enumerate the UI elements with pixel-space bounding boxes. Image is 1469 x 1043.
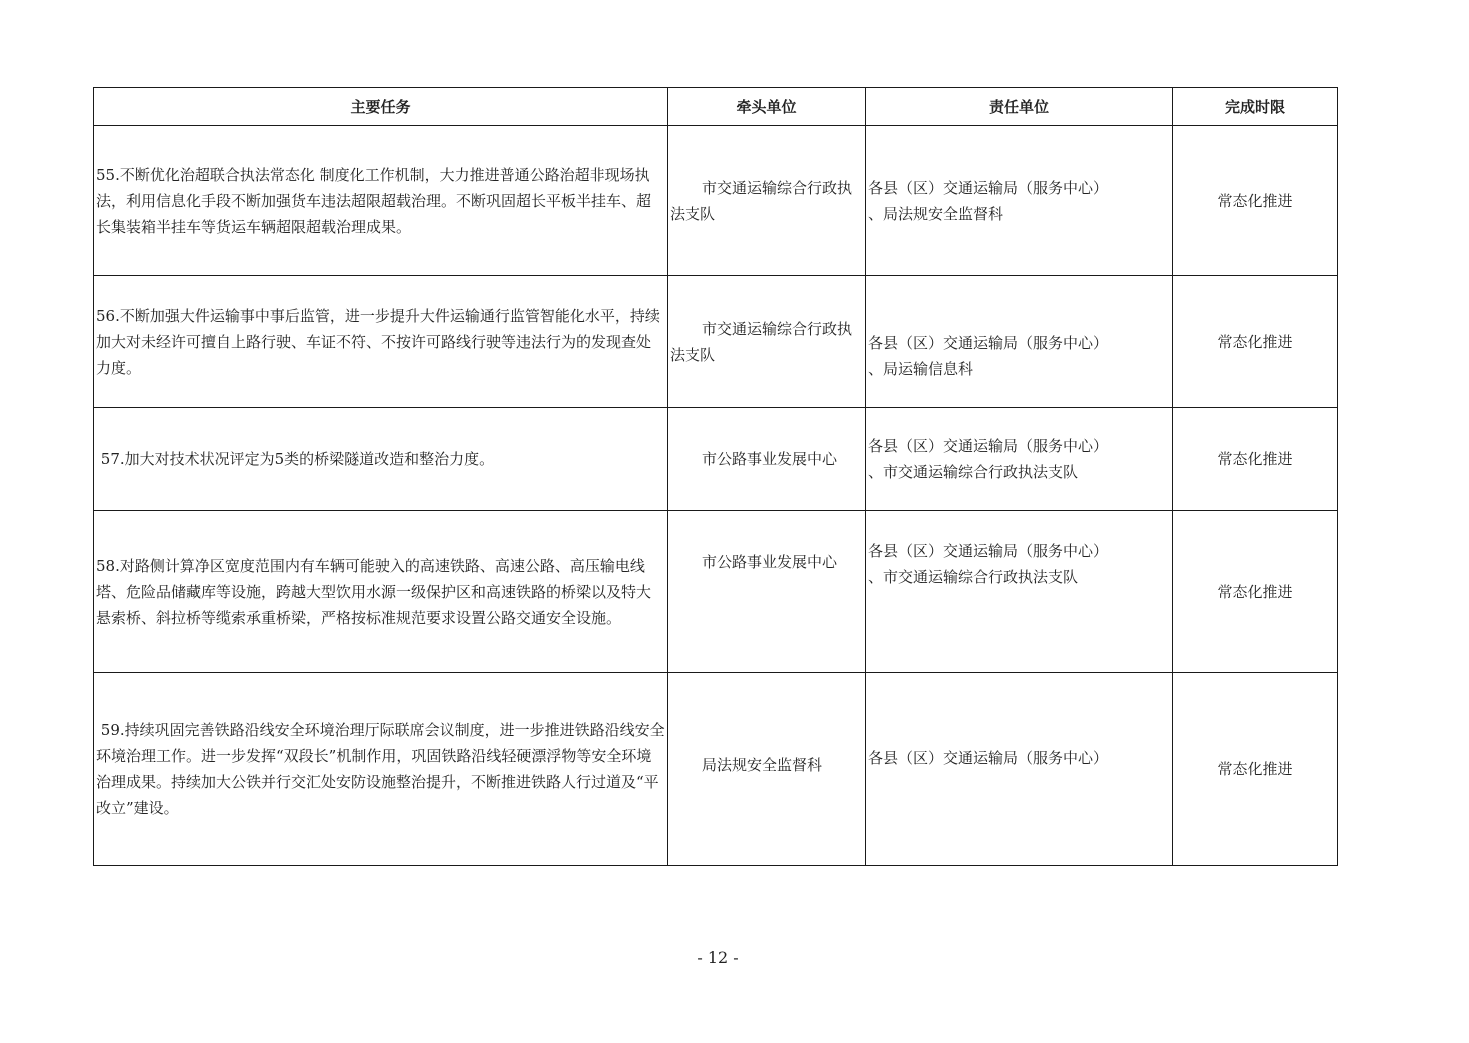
header-task: 主要任务: [94, 88, 668, 126]
deadline-cell: [1173, 276, 1338, 408]
lead-unit-text: 市交通运输综合行政执法支队: [670, 178, 853, 223]
task-text: 59.持续巩固完善铁路沿线安全环境治理厅际联席会议制度，进一步推进铁路沿线安全环境治理工作。进一步发挥“双段长”机制作用，巩固铁路沿线轻硬漂浮物等安全环境治理成果。持续加大公铁并行交汇处安防设施整治提升，不断推进铁路人行过道及“平改立”建设。: [96, 721, 665, 817]
table-row: [94, 408, 1338, 511]
responsible-unit-cell: [866, 276, 1173, 408]
responsible-unit-text: 各县（区）交通运输局（服务中心） 、市交通运输综合行政执法支队: [868, 542, 1109, 586]
header-deadline: 完成时限: [1173, 88, 1338, 126]
lead-unit-text: 市公路事业发展中心: [702, 553, 838, 571]
responsible-unit-cell: [866, 126, 1173, 276]
responsible-unit-text: 各县（区）交通运输局（服务中心） 、局法规安全监督科: [868, 178, 1109, 223]
task-text: 58.对路侧计算净区宽度范围内有车辆可能驶入的高速铁路、高速公路、高压输电线塔、危险品储藏库等设施，跨越大型饮用水源一级保护区和高速铁路的桥梁以及特大悬索桥、斜拉桥等缆索承重桥梁，严格按标准规范要求设置公路交通安全设施。: [96, 556, 652, 627]
deadline-text: 常态化推进: [1217, 450, 1293, 468]
lead-unit-cell: [668, 408, 866, 511]
header-responsible-unit: 责任单位: [866, 88, 1173, 126]
deadline-cell: [1173, 126, 1338, 276]
lead-unit-cell: [668, 511, 866, 673]
lead-unit-cell: [668, 276, 866, 408]
deadline-text: 常态化推进: [1217, 333, 1293, 351]
task-cell: [94, 126, 668, 276]
lead-unit-text: 局法规安全监督科: [702, 756, 823, 774]
header-row: [94, 88, 1338, 126]
table-row: [94, 673, 1338, 866]
lead-unit-cell: [668, 673, 866, 866]
responsible-unit-text: 各县（区）交通运输局（服务中心） 、市交通运输综合行政执法支队: [868, 437, 1109, 481]
task-table: [93, 87, 1338, 866]
lead-unit-text: 市交通运输综合行政执法支队: [670, 319, 853, 364]
deadline-text: 常态化推进: [1217, 760, 1293, 778]
task-text: 55.不断优化治超联合执法常态化 制度化工作机制，大力推进普通公路治超非现场执法，利用信息化手段不断加强货车违法超限超载治理。不断巩固超长平板半挂车、超长集装箱半挂车等货运车辆超限超载治理成果。: [96, 165, 652, 236]
lead-unit-text: 市公路事业发展中心: [702, 450, 838, 468]
task-text: 56.不断加强大件运输事中事后监管，进一步提升大件运输通行监管智能化水平，持续加大对未经许可擅自上路行驶、车证不符、不按许可路线行驶等违法行为的发现查处力度。: [96, 306, 660, 377]
table-row: [94, 511, 1338, 673]
header-lead-unit: 牵头单位: [668, 88, 866, 126]
table-row: [94, 126, 1338, 276]
page-number: - 12 -: [697, 948, 739, 967]
task-text: 57.加大对技术状况评定为5类的桥梁隧道改造和整治力度。: [96, 450, 495, 468]
responsible-unit-text: 各县（区）交通运输局（服务中心） 、局运输信息科: [868, 333, 1109, 378]
deadline-text: 常态化推进: [1217, 582, 1293, 601]
responsible-unit-cell: [866, 408, 1173, 511]
task-cell: [94, 408, 668, 511]
task-cell: [94, 511, 668, 673]
responsible-unit-text: 各县（区）交通运输局（服务中心）: [868, 749, 1109, 767]
table-row: [94, 276, 1338, 408]
task-cell: [94, 673, 668, 866]
deadline-cell: [1173, 511, 1338, 673]
responsible-unit-cell: [866, 673, 1173, 866]
deadline-text: 常态化推进: [1217, 191, 1293, 210]
lead-unit-cell: [668, 126, 866, 276]
deadline-cell: [1173, 673, 1338, 866]
task-cell: [94, 276, 668, 408]
responsible-unit-cell: [866, 511, 1173, 673]
deadline-cell: [1173, 408, 1338, 511]
